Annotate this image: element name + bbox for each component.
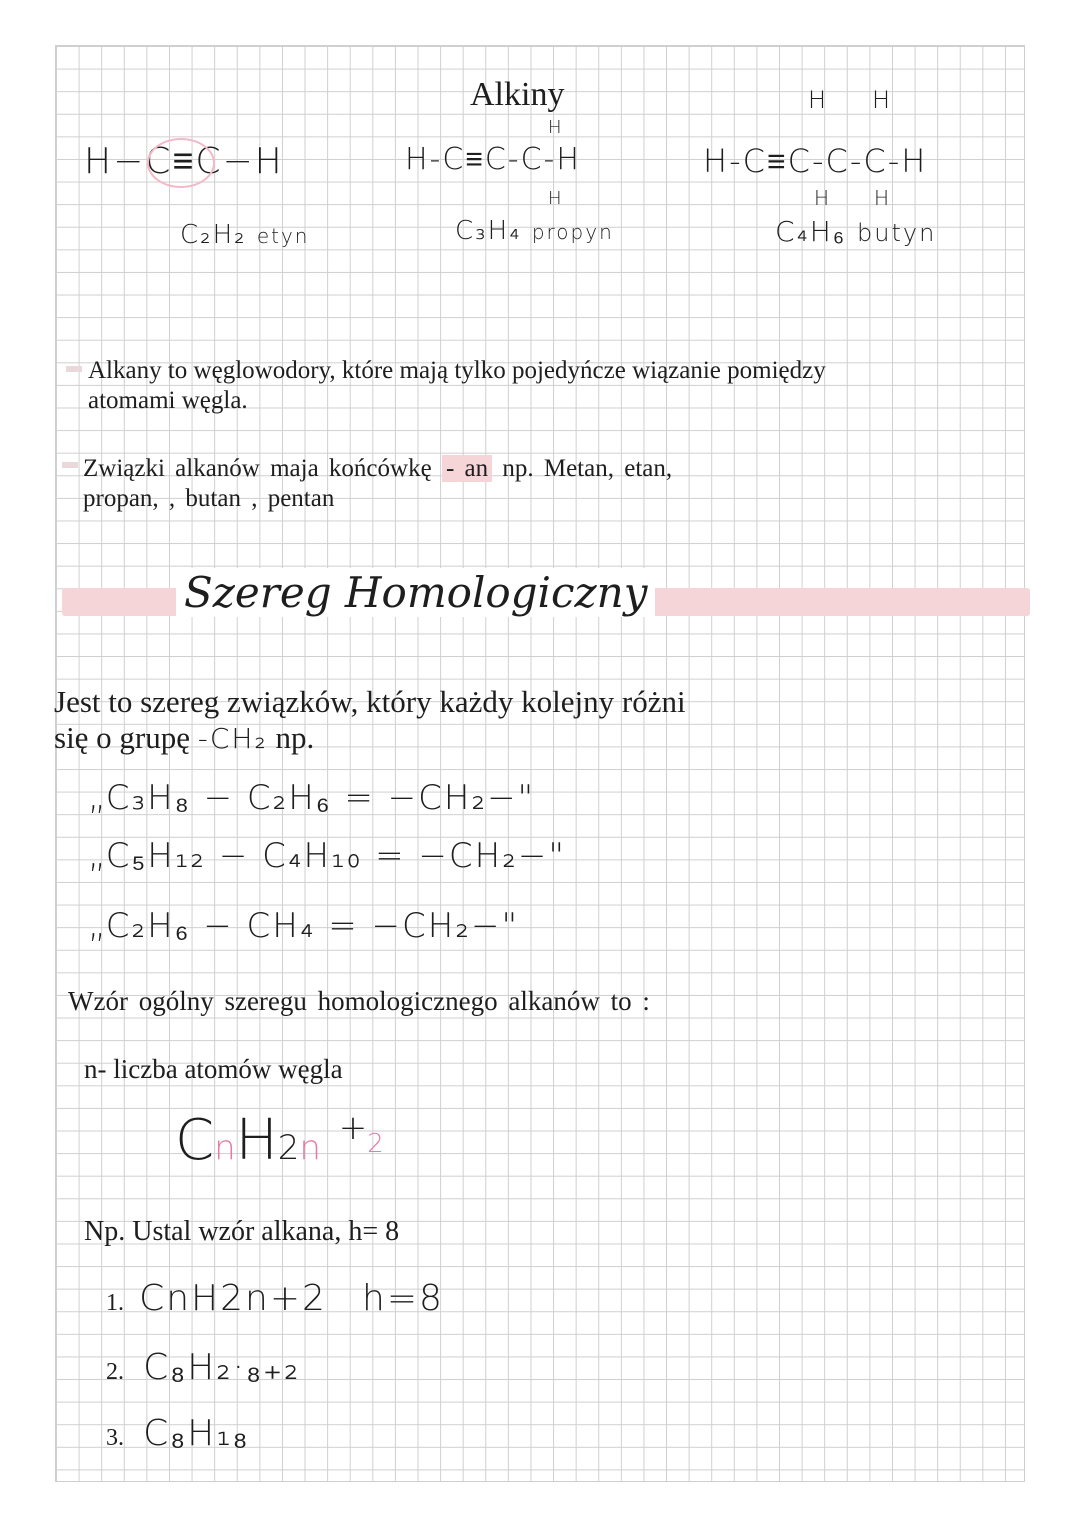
propyne-structure: H-C≡C-C-H	[405, 142, 581, 177]
step-2: 2. C₈H₂·₈₊₂	[106, 1347, 301, 1388]
n-label: n- liczba atomów węgla	[84, 1054, 343, 1084]
bullet-mark	[66, 366, 82, 372]
section-title: Szereg Homologiczny	[176, 568, 655, 617]
butyne-h-top-1: H	[808, 86, 829, 114]
step-3: 3. C₈H₁₈	[106, 1413, 250, 1454]
page-title: Alkiny	[470, 76, 565, 113]
ethyne-structure: H−C≡C−H	[84, 141, 284, 182]
propyne-h-bottom: H	[548, 188, 564, 209]
step-1: 1. CnH2n+2 h=8	[106, 1278, 444, 1319]
butyne-name: butyn	[857, 219, 937, 247]
propyne-formula: C₃H₄ propyn	[455, 216, 614, 246]
butyne-structure: H-C≡C-C-C-H	[703, 142, 928, 180]
butyne-h-bottom-1: H	[814, 186, 832, 210]
butyne-formula: C₄H₆ butyn	[775, 215, 937, 248]
ethyne-triple-bond-circle	[147, 138, 215, 188]
propyne-h-top: H	[548, 117, 564, 138]
ch2-group: -CH₂	[197, 722, 268, 755]
general-formula: CnH2n +2	[175, 1108, 384, 1173]
grid-paper	[55, 45, 1025, 1482]
alkanes-definition: Alkany to węglowodory, które mają tylko pojedyńcze wiązanie pomiędzy atomami węgla.	[88, 357, 826, 414]
homolog-definition: Jest to szereg związków, który każdy kolejny różni się o grupę -CH₂ np.	[54, 684, 686, 755]
general-formula-label: Wzór ogólny szeregu homologicznego alkanów to :	[68, 986, 650, 1016]
example-line-2: „C₅H₁₂ − C₄H₁₀ = −CH₂−"	[88, 836, 566, 876]
ethyne-formula: C₂H₂ etyn	[180, 220, 310, 250]
butyne-h-top-2: H	[872, 86, 893, 114]
example-line-3: „C₂H₆ − CH₄ = −CH₂−"	[88, 906, 520, 946]
exercise-title: Np. Ustal wzór alkana, h= 8	[84, 1216, 400, 1247]
butyne-h-bottom-2: H	[874, 186, 892, 210]
suffix-highlight: - an	[442, 455, 492, 482]
propyne-name: propyn	[531, 220, 614, 244]
ethyne-name: etyn	[256, 224, 310, 248]
alkanes-suffix: Związki alkanów maja końcówkę - an np. Metan, etan, propan, , butan , pentan	[83, 455, 673, 512]
bullet-mark	[62, 462, 78, 468]
example-line-1: „C₃H₈ − C₂H₆ = −CH₂−"	[88, 778, 536, 818]
